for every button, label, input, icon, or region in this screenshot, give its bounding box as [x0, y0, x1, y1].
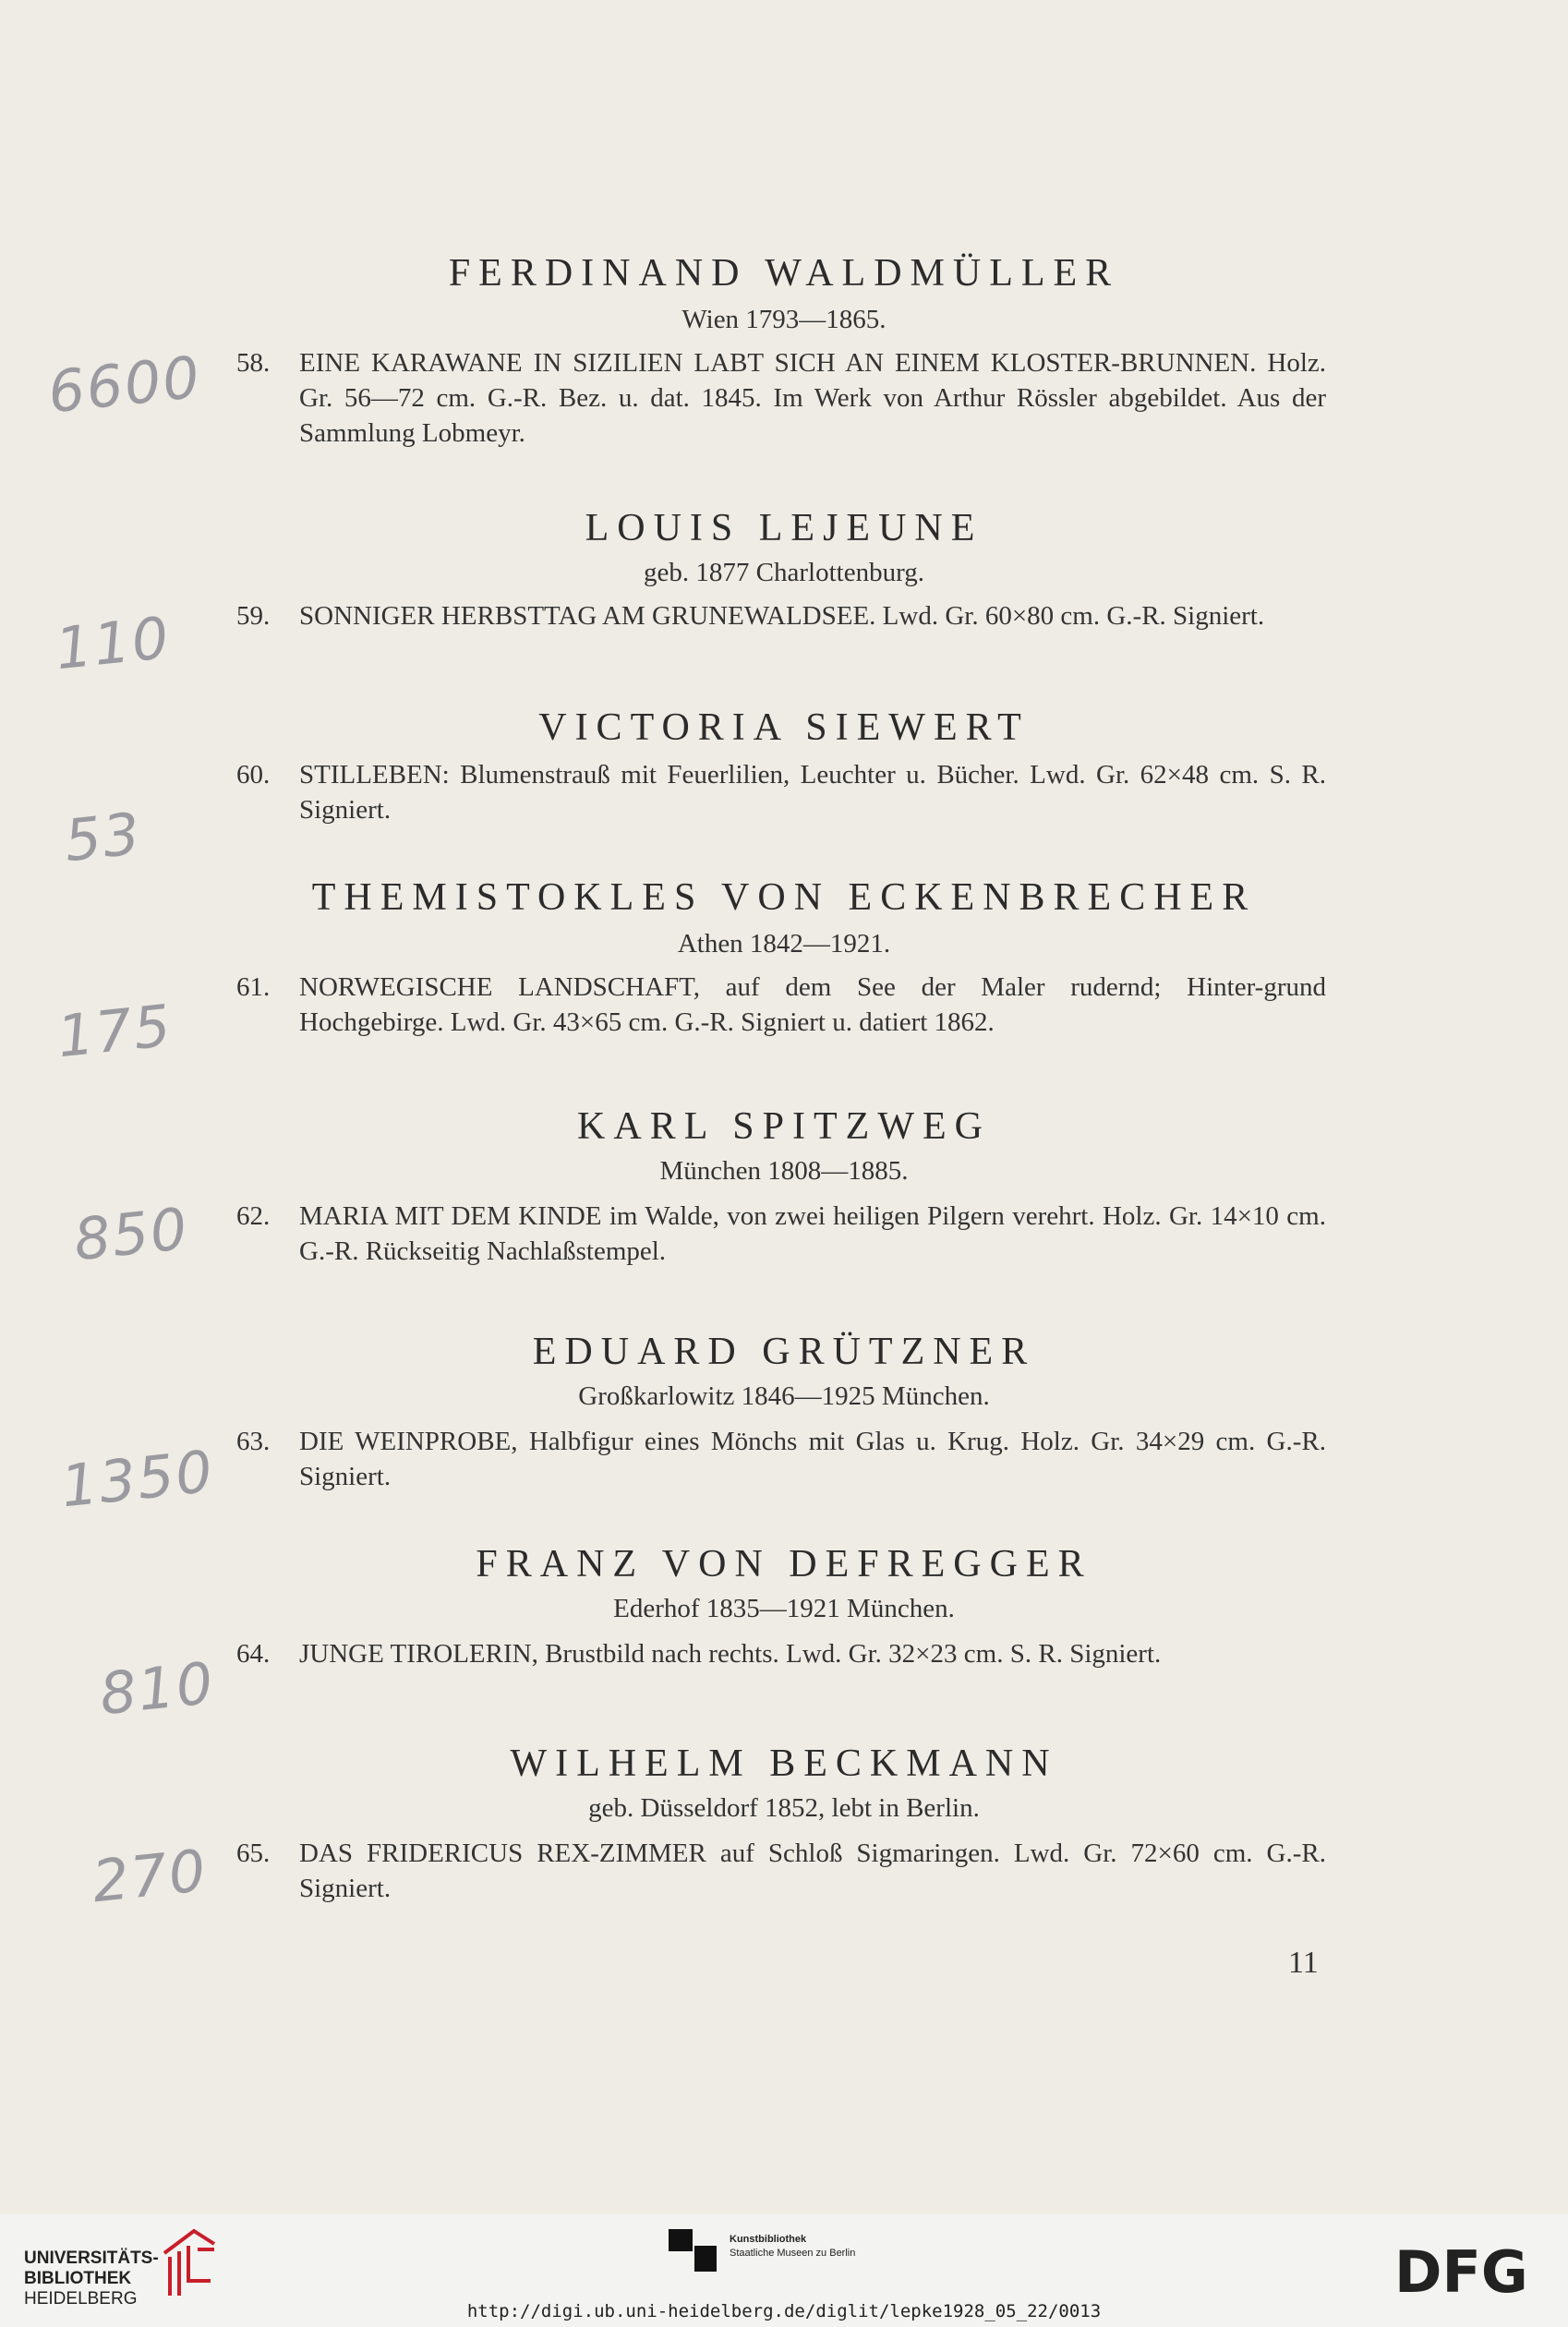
- artist-dates: München 1808—1885.: [659, 1156, 909, 1186]
- lot-number: 62.: [236, 1201, 271, 1231]
- artist-dates: Wien 1793—1865.: [681, 305, 887, 334]
- lot-text: DIE WEINPROBE, Halbfigur eines Mönchs mit Glas u. Krug. Holz. Gr. 34×29 cm. G.-R. Signiert.: [299, 1427, 1326, 1491]
- artist-dates: Ederhof 1835—1921 München.: [613, 1594, 955, 1623]
- handwritten-price: 175: [54, 991, 175, 1071]
- handwritten-price: 1350: [57, 1437, 218, 1521]
- artist-dates: geb. Düsseldorf 1852, lebt in Berlin.: [588, 1793, 980, 1823]
- lot-description: [236, 1836, 1326, 1910]
- lot-text: JUNGE TIROLERIN, Brustbild nach rechts. Lwd. Gr. 32×23 cm. S. R. Signiert.: [299, 1639, 1162, 1669]
- lot-number: 60.: [236, 760, 271, 790]
- artist-dates: geb. 1877 Charlottenburg.: [644, 558, 924, 587]
- artist-name: VICTORIA SIEWERT: [538, 706, 1030, 749]
- lot-description: [236, 970, 1326, 1043]
- artist-name: WILHELM BECKMANN: [510, 1742, 1058, 1785]
- artist-name: FRANZ VON DEFREGGER: [476, 1543, 1092, 1585]
- lot-number: 61.: [236, 972, 271, 1002]
- lot-description: [236, 1199, 1326, 1272]
- permalink-url[interactable]: http://digi.ub.uni-heidelberg.de/diglit/lepke1928_05_22/0013: [466, 2301, 1102, 2321]
- kunstbibliothek-logo-text: [730, 2233, 855, 2261]
- lot-text: NORWEGISCHE LANDSCHAFT, auf dem See der Maler rudernd; Hinter-grund Hochgebirge. Lwd. Gr. 43×65 cm. G.-R. Signiert u. datiert 1862.: [299, 972, 1326, 1037]
- lot-description: [236, 1424, 1326, 1498]
- lot-text: STILLEBEN: Blumenstrauß mit Feuerlilien, Leuchter u. Bücher. Lwd. Gr. 62×48 cm. S. R. Signiert.: [299, 760, 1326, 825]
- artist-name: LOUIS LEJEUNE: [585, 507, 983, 549]
- artist-name: THEMISTOKLES VON ECKENBRECHER: [311, 876, 1257, 919]
- kb-subtitle: Staatliche Museen zu Berlin: [730, 2248, 856, 2259]
- artist-name: KARL SPITZWEG: [577, 1105, 991, 1148]
- lot-number: 59.: [236, 601, 271, 631]
- handwritten-price: 810: [96, 1648, 218, 1729]
- handwritten-price: 270: [89, 1836, 211, 1916]
- lot-description: [236, 598, 1326, 672]
- handwritten-price: 110: [52, 603, 174, 683]
- lot-number: 65.: [236, 1839, 271, 1868]
- ub-line-3: HEIDELBERG: [24, 2289, 138, 2309]
- kb-title: Kunstbibliothek: [730, 2234, 807, 2245]
- artist-dates: Großkarlowitz 1846—1925 München.: [578, 1381, 990, 1411]
- lot-description: [236, 345, 1326, 456]
- ub-line-1: UNIVERSITÄTS-: [24, 2249, 159, 2268]
- lot-text: SONNIGER HERBSTTAG AM GRUNEWALDSEE. Lwd. Gr. 60×80 cm. G.-R. Signiert.: [299, 601, 1265, 631]
- dfg-logo-text: DFG: [1394, 2242, 1528, 2299]
- handwritten-price: 850: [70, 1194, 192, 1274]
- artist-dates: Athen 1842—1921.: [677, 929, 891, 959]
- lot-number: 64.: [236, 1639, 271, 1669]
- ub-heidelberg-logo-icon: [157, 2225, 222, 2299]
- handwritten-price: 6600: [44, 343, 205, 427]
- lot-number: 63.: [236, 1427, 271, 1456]
- ub-line-2: BIBLIOTHEK: [24, 2269, 132, 2288]
- dfg-logo: [1394, 2242, 1551, 2299]
- lot-description: [236, 757, 1326, 831]
- lot-text: MARIA MIT DEM KINDE im Walde, von zwei heiligen Pilgern verehrt. Holz. Gr. 14×10 cm. G.-R. Rückseitig Nachlaßstempel.: [299, 1201, 1326, 1266]
- artist-name: FERDINAND WALDMÜLLER: [448, 252, 1120, 295]
- lot-number: 58.: [236, 348, 271, 378]
- kunstbibliothek-logo-icon: [669, 2229, 718, 2273]
- page-number: 11: [1288, 1946, 1319, 1980]
- handwritten-price: 53: [61, 799, 145, 875]
- lot-text: EINE KARAWANE IN SIZILIEN LABT SICH AN EINEM KLOSTER-BRUNNEN. Holz. Gr. 56—72 cm. G.-R. Bez. u. dat. 1845. Im Werk von Arthur Rössler abgebildet. Aus der Sammlung Lobmeyr.: [299, 348, 1326, 448]
- artist-name: EDUARD GRÜTZNER: [532, 1331, 1036, 1373]
- lot-description: [236, 1636, 1326, 1710]
- lot-text: DAS FRIDERICUS REX-ZIMMER auf Schloß Sigmaringen. Lwd. Gr. 72×60 cm. G.-R. Signiert.: [299, 1839, 1326, 1903]
